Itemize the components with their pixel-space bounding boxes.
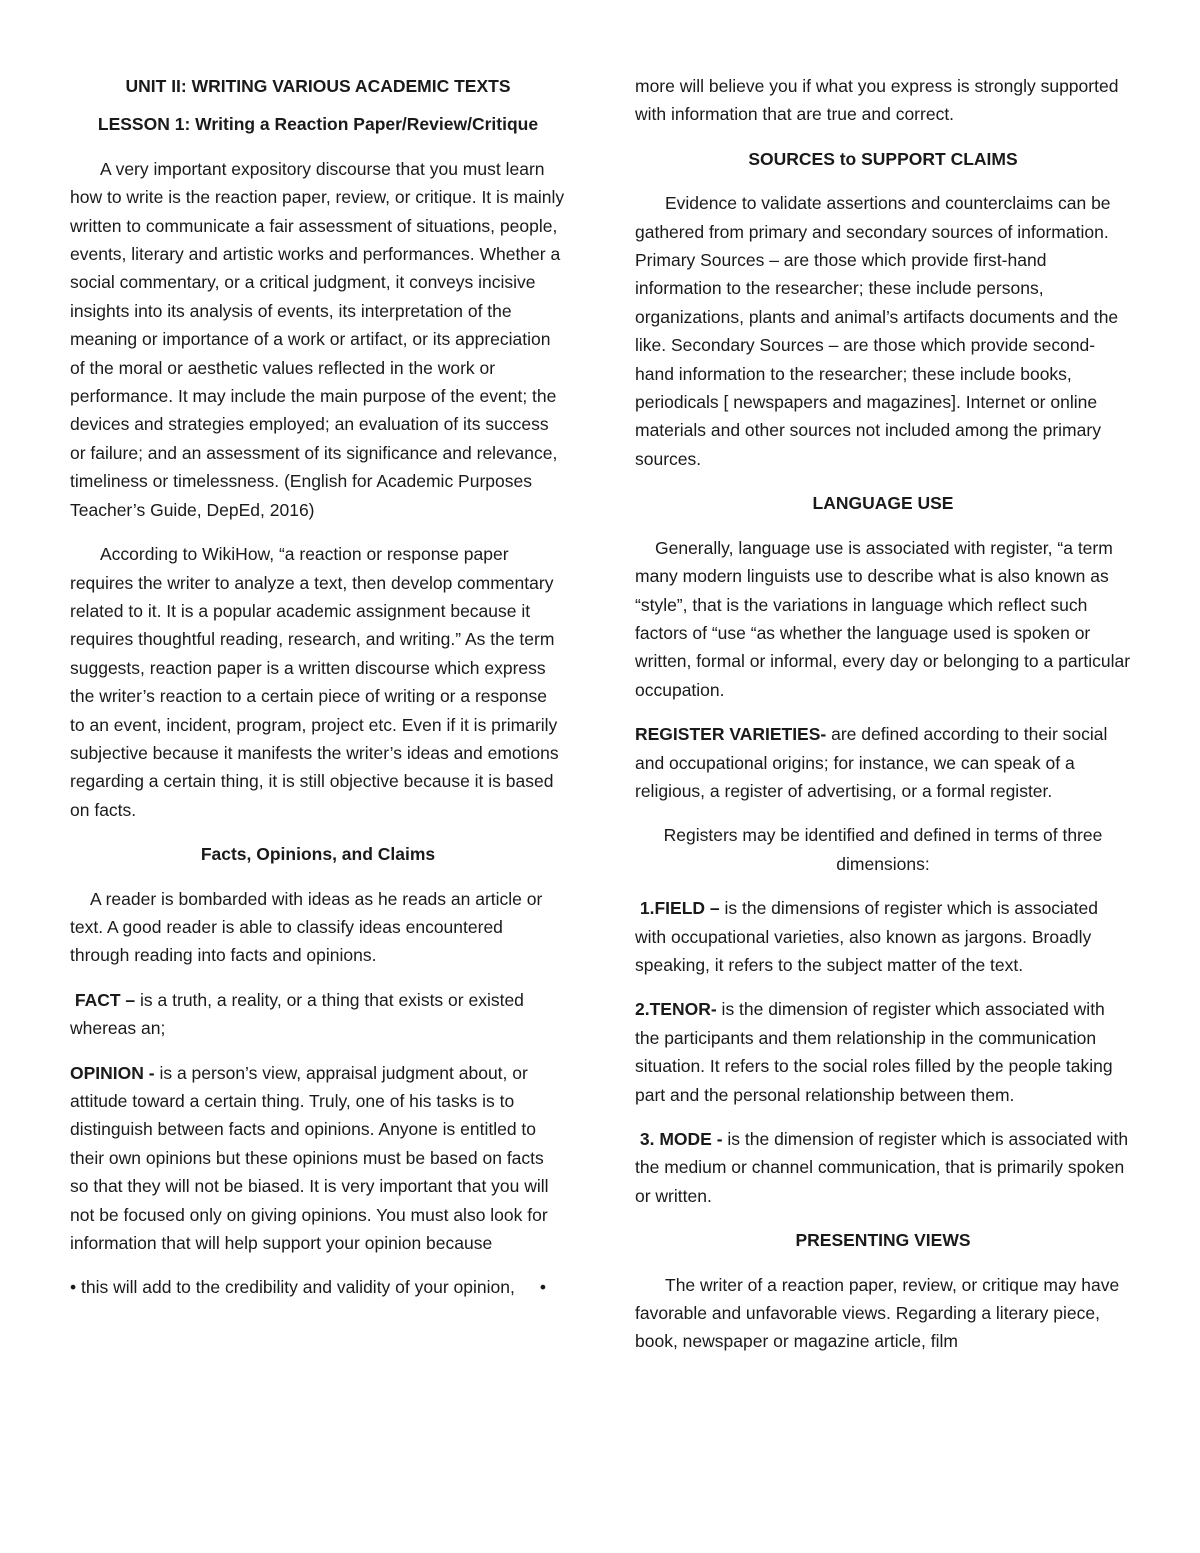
sources-paragraph: Evidence to validate assertions and counterclaims can be gathered from primary and secondary sources of information. Primary Sources – are those which provide first-hand information to the researcher; these include persons, organizations, plants and animal’s artifacts documents and the like. Secondary Sources – are those which provide second-hand information to the researcher; these include books, periodicals [ newspapers and magazines]. Internet or online materials and other sources not included among the primary sources. bbox=[635, 193, 1119, 469]
language-heading: LANGUAGE USE bbox=[812, 493, 954, 514]
register-text: are defined according to their social and occupational origins; for instance, we can speak of a religious, a register of advertising, or a formal register. bbox=[635, 724, 1108, 801]
registers-intro: Registers may be identified and defined in terms of three dimensions: bbox=[663, 825, 1103, 874]
tenor-definition bbox=[635, 995, 1131, 1109]
presenting-paragraph: The writer of a reaction paper, review, or critique may have favorable and unfavorable views. Regarding a literary piece, book, newspaper or magazine article, film bbox=[635, 1274, 1120, 1352]
presenting-heading: PRESENTING VIEWS bbox=[795, 1230, 971, 1251]
mode-text: is the dimension of register which is associated with the medium or channel communication, that is primarily spoken or written. bbox=[635, 1129, 1129, 1206]
intro-paragraph: A very important expository discourse that you must learn how to write is the reaction paper, review, or critique. It is mainly written to communicate a fair assessment of situations, people, events, literary and artistic works and performances. Whether a social commentary, or a critical judgment, it conveys incisive insights into its analysis of events, its interpretation of the meaning or importance of a work or artifact, or its appreciation of the moral or aesthetic values reflected in the work or performance. It may include the main purpose of the event; the devices and strategies employed; an evaluation of its success or failure; and an assessment of its significance and relevance, timeliness or timelessness. (English for Academic Purposes Teacher’s Guide, DepEd, 2016) bbox=[70, 158, 565, 520]
register-term: REGISTER VARIETIES- bbox=[635, 724, 827, 745]
right-column bbox=[635, 72, 1131, 1372]
field-definition bbox=[635, 894, 1131, 979]
lesson-title: LESSON 1: Writing a Reaction Paper/Review/Critique bbox=[97, 114, 539, 135]
fact-term: FACT – bbox=[74, 989, 136, 1010]
field-term: 1.FIELD – bbox=[639, 898, 720, 919]
opinion-definition bbox=[70, 1059, 566, 1258]
bullet-text: • this will add to the credibility and validity of your opinion, bbox=[70, 1277, 515, 1298]
wikihow-paragraph: According to WikiHow, “a reaction or response paper requires the writer to analyze a text, then develop commentary related to it. It is a popular academic assignment because it requires thoughtful reading, research, and writing.” As the term suggests, reaction paper is a written discourse which express the writer’s reaction to a certain piece of writing or a response to an event, incident, program, project etc. Even if it is primarily subjective because it manifests the writer’s ideas and emotions regarding a certain thing, it is still objective because it is based on facts. bbox=[70, 544, 559, 820]
left-column bbox=[70, 72, 566, 1318]
register-definition bbox=[635, 720, 1131, 805]
mode-term: 3. MODE - bbox=[639, 1129, 723, 1149]
unit-title: UNIT II: WRITING VARIOUS ACADEMIC TEXTS bbox=[125, 76, 511, 96]
opinion-term: OPINION - bbox=[70, 1062, 155, 1083]
bullet-item bbox=[70, 1273, 566, 1301]
continuation-paragraph: more will believe you if what you express is strongly supported with information that are true and correct. bbox=[635, 76, 1119, 125]
bullet-marker: • bbox=[539, 1277, 546, 1298]
facts-heading: Facts, Opinions, and Claims bbox=[200, 844, 436, 865]
fact-definition bbox=[70, 986, 566, 1043]
reader-paragraph: A reader is bombarded with ideas as he reads an article or text. A good reader is able to classify ideas encountered through reading into facts and opinions. bbox=[70, 888, 543, 966]
tenor-text: is the dimension of register which associated with the participants and them relationship in the communication situation. It refers to the social roles filled by the people taking part and the personal relationship between them. bbox=[635, 999, 1113, 1105]
mode-definition bbox=[635, 1125, 1131, 1210]
field-text: is the dimensions of register which is associated with occupational varieties, also known as jargons. Broadly speaking, it refers to the subject matter of the text. bbox=[635, 898, 1098, 975]
tenor-term: 2.TENOR- bbox=[635, 999, 717, 1020]
sources-heading: SOURCES to SUPPORT CLAIMS bbox=[748, 148, 1018, 169]
language-paragraph: Generally, language use is associated with register, “a term many modern linguists use to describe what is also known as “style”, that is the variations in language which reflect such factors of “use “as whether the language used is spoken or written, formal or informal, every day or belonging to a particular occupation. bbox=[635, 537, 1131, 700]
fact-text: is a truth, a reality, or a thing that exists or existed whereas an; bbox=[70, 989, 524, 1039]
opinion-text: is a person’s view, appraisal judgment about, or attitude toward a certain thing. Truly, one of his tasks is to distinguish between facts and opinions. Anyone is entitled to their own opinions but these opinions must be based on facts so that they will not be biased. It is very important that you will not be focused only on giving opinions. You must also look for information that will help support your opinion because bbox=[70, 1062, 549, 1254]
